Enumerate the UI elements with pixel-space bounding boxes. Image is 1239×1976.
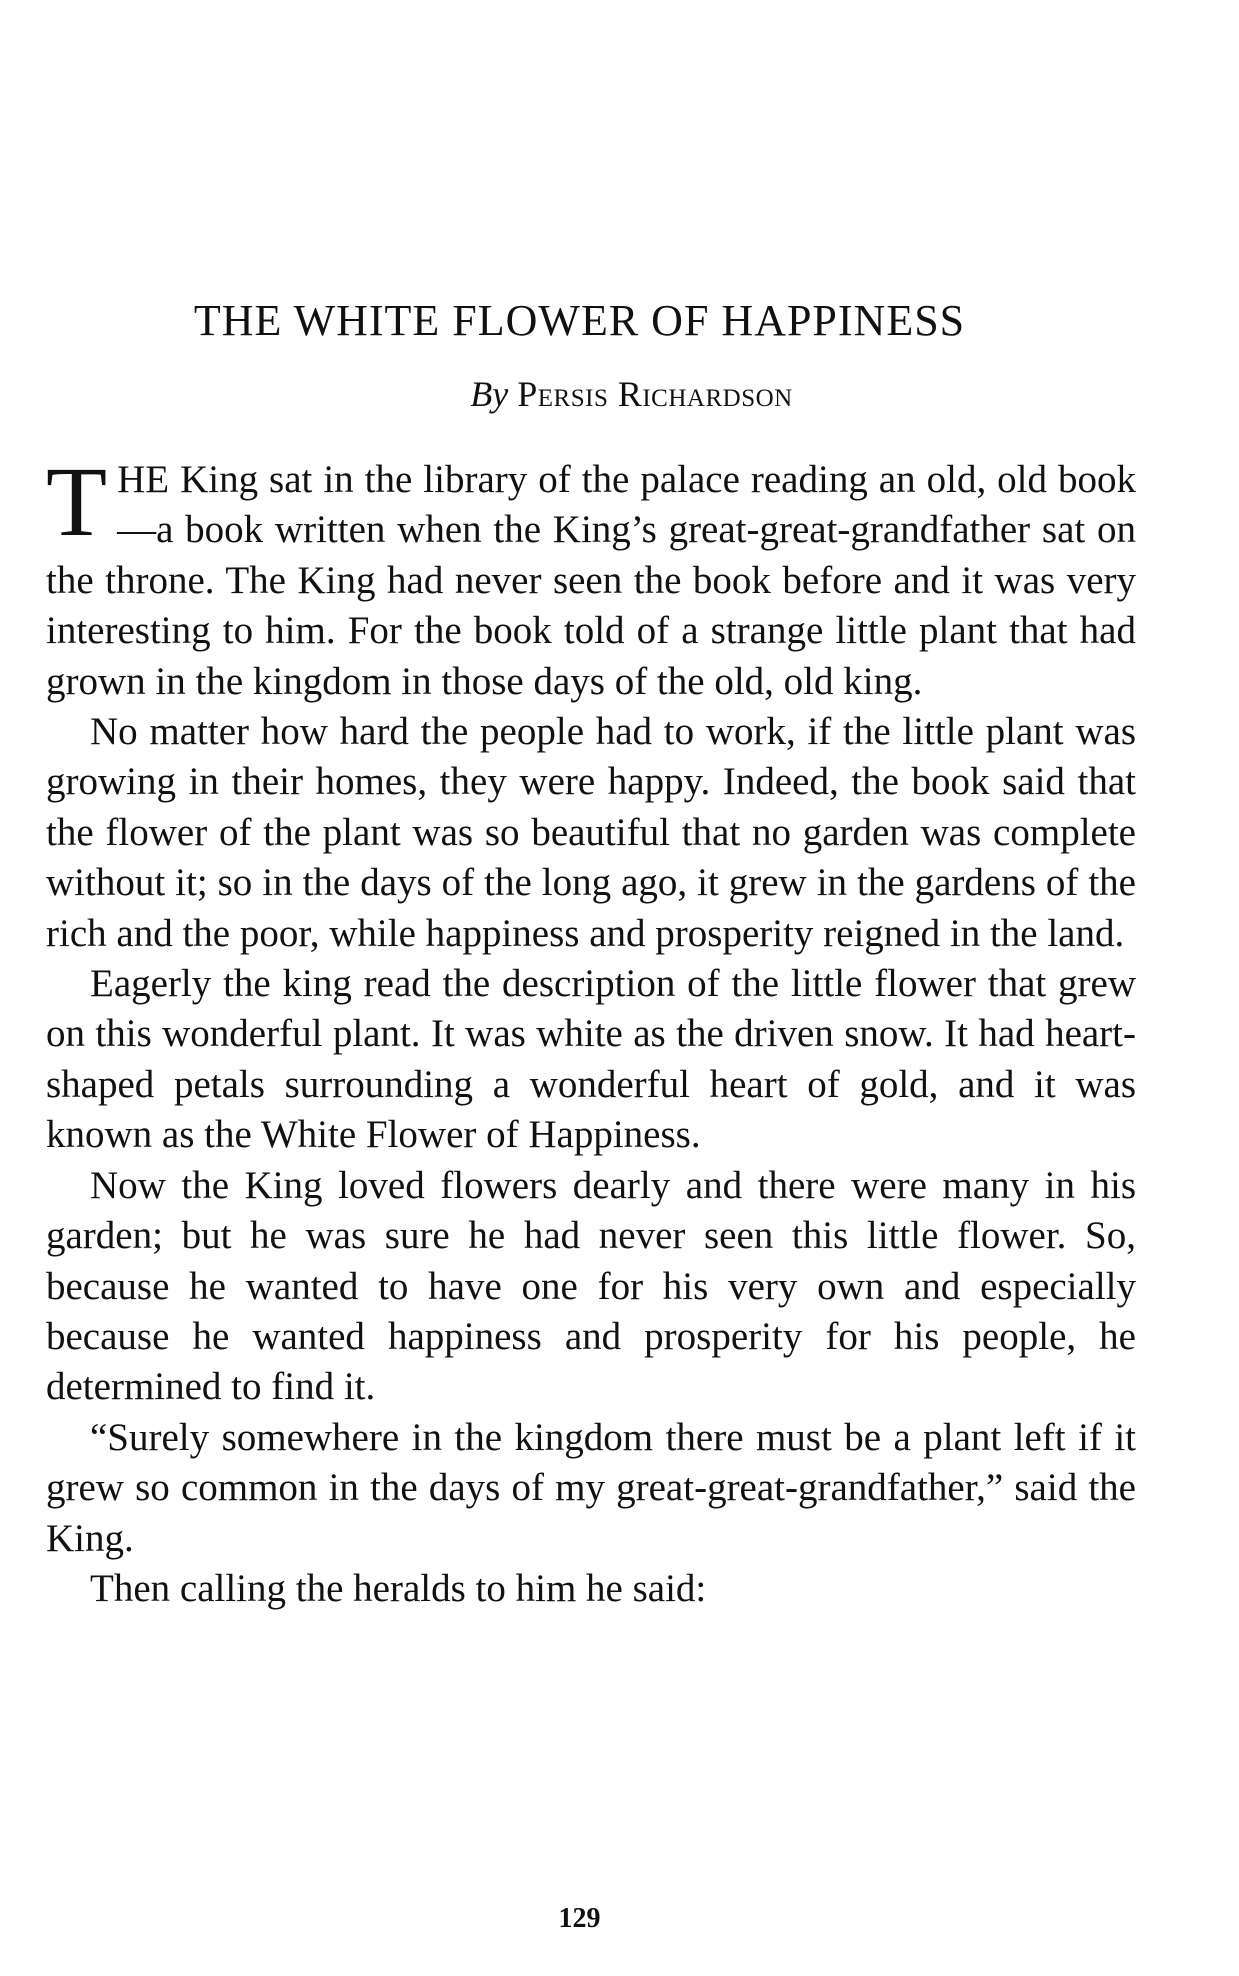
- byline: [12, 372, 1239, 416]
- paragraph-text: HE King sat in the library of the palace reading an old, old book—a book written when the King’s great-great-grandfather sat on the throne. The King had never seen the book before and it was very interesting to him. For the book told of a strange little plant that had grown in the kingdom in those days of the old, old king.: [46, 458, 1136, 703]
- paragraph-text: “Surely somewhere in the kingdom there must be a plant left if it grew so common in the days of my great-great-grandfather,” said the King.: [46, 1415, 1136, 1560]
- story-body: [46, 446, 1136, 1614]
- paragraph-text: Eagerly the king read the description of the little flower that grew on this wonderful plant. It was white as the driven snow. It had heart-shaped petals surrounding a wonderful heart of gold, and it was known as the White Flower of Happiness.: [46, 962, 1136, 1157]
- paragraph-text: Then calling the heralds to him he said:: [90, 1566, 707, 1610]
- paragraph-text: No matter how hard the people had to work, if the little plant was growing in their homes, they were happy. Indeed, the book said that the flower of the plant was so beautiful that no garden was complete without it; so in the days of the long ago, it grew in the gardens of the rich and the poor, while happiness and prosperity reigned in the land.: [46, 710, 1136, 955]
- drop-cap: T: [46, 446, 108, 557]
- paragraph-6: [46, 1564, 1136, 1614]
- story-title: THE WHITE FLOWER OF HAPPINESS: [193, 296, 966, 345]
- paragraph-5: [46, 1413, 1136, 1564]
- paragraph-3: [46, 959, 1136, 1161]
- paragraph-text: Now the King loved flowers dearly and there were many in his garden; but he was sure he had never seen this little flower. So, because he wanted to have one for his very own and especially because he wanted happiness and prosperity for his people, he determined to find it.: [46, 1163, 1136, 1409]
- byline-author: Persis Richardson: [517, 374, 793, 414]
- page-number: 129: [558, 1903, 601, 1934]
- paragraph-1: [46, 446, 1136, 707]
- paragraph-4: [46, 1161, 1136, 1413]
- byline-by: By: [470, 374, 509, 414]
- paragraph-2: [46, 707, 1136, 959]
